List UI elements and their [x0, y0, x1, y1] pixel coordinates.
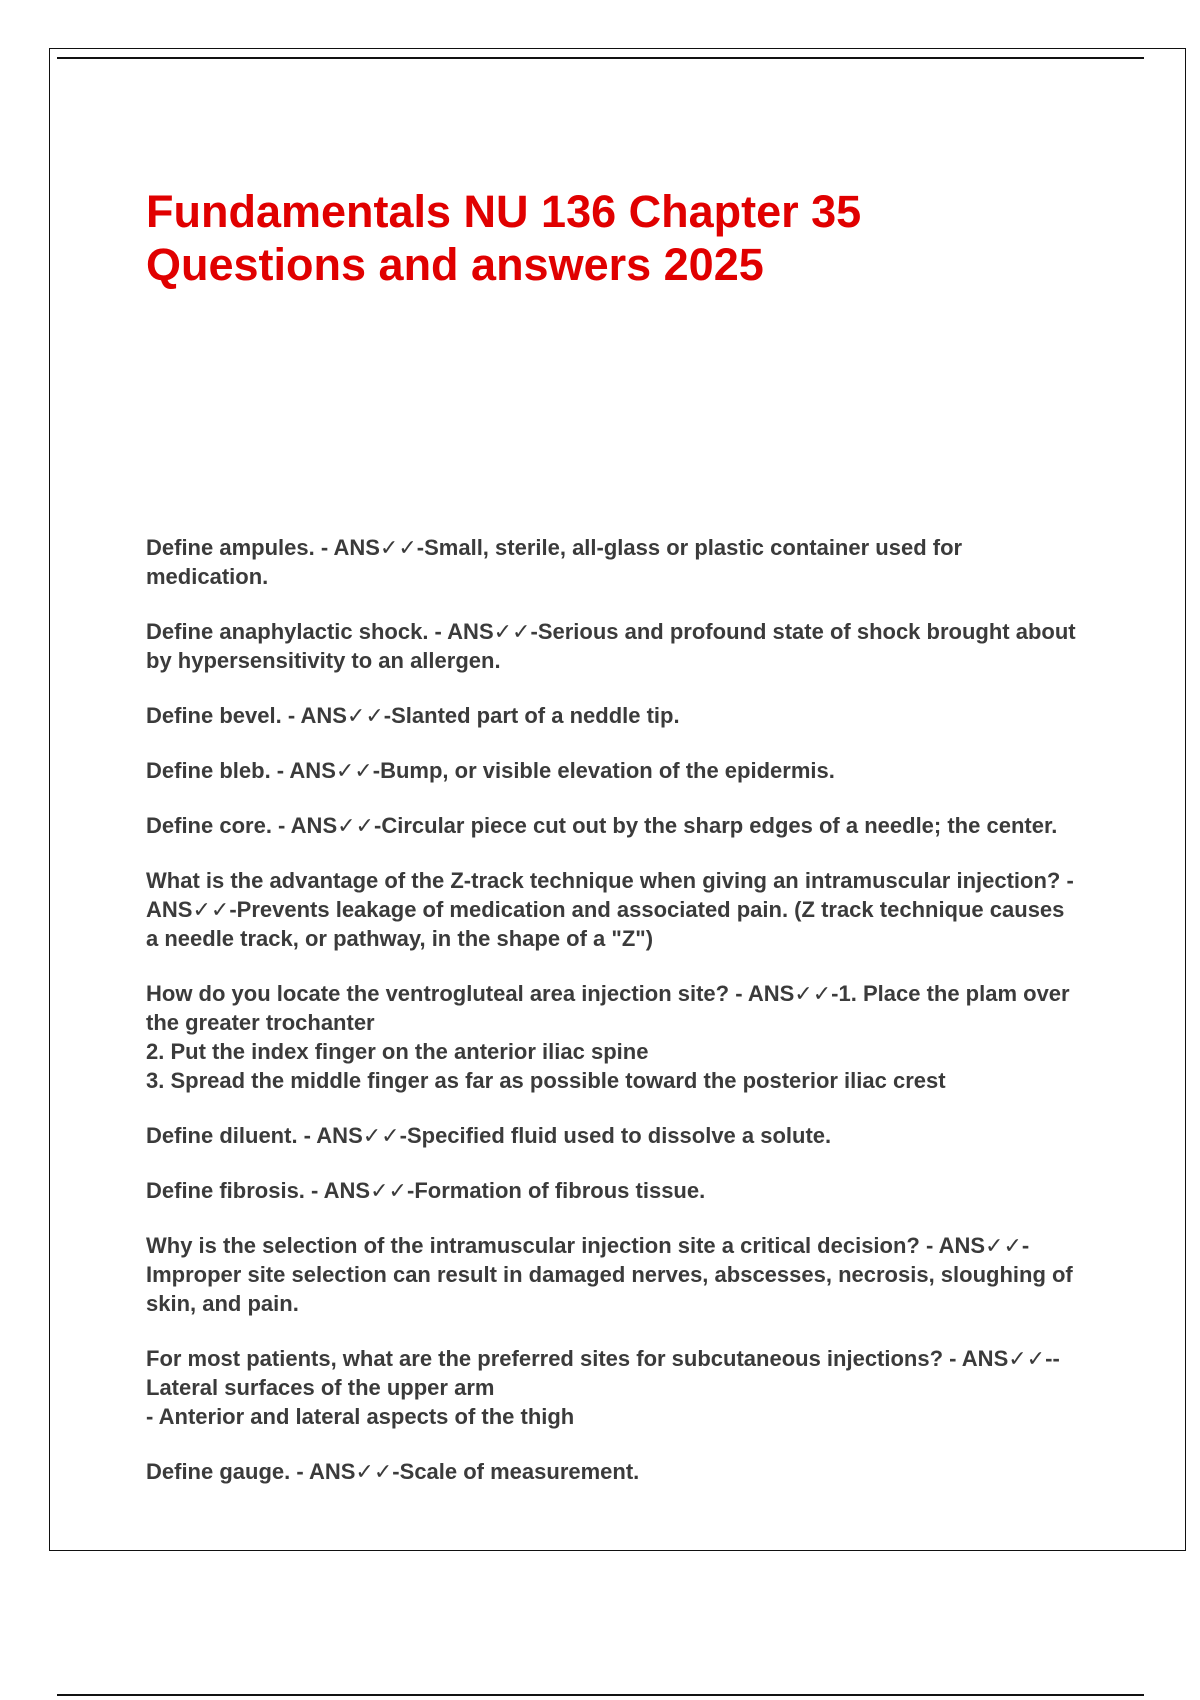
question-text: Define anaphylactic shock. - [146, 619, 448, 644]
document-title [146, 185, 1126, 291]
question-text: Define ampules. - [146, 535, 334, 560]
answer-marker: ANS✓✓- [146, 897, 237, 922]
qa-item-bevel [146, 701, 1081, 730]
answer-text: Small, sterile, all-glass or plastic container used for medication. [146, 535, 963, 589]
qa-item-gauge [146, 1457, 1081, 1486]
answer-marker: ANS✓✓- [300, 703, 392, 728]
qa-item-diluent [146, 1121, 1081, 1150]
answer-marker: ANS✓✓- [290, 813, 382, 838]
answer-text: - Lateral surfaces of the upper arm - Anterior and lateral aspects of the thigh [146, 1346, 1060, 1429]
question-text: For most patients, what are the preferred sites for subcutaneous injections? - [146, 1346, 962, 1371]
answer-text: 1. Place the plam over the greater trochanter 2. Put the index finger on the anterior iliac spine 3. Spread the middle finger as far as possible toward the posterior iliac crest [146, 981, 1070, 1093]
answer-marker: ANS✓✓- [316, 1123, 407, 1148]
answer-text: Circular piece cut out by the sharp edges of a needle; the center. [381, 813, 1058, 838]
answer-marker: ANS✓✓- [308, 1459, 400, 1484]
answer-text: Formation of fibrous tissue. [414, 1178, 706, 1203]
title-line-2: Questions and answers 2025 [146, 239, 764, 290]
answer-marker: ANS✓✓- [447, 619, 538, 644]
answer-marker: ANS✓✓- [289, 758, 381, 783]
qa-item-z-track [146, 866, 1081, 953]
qa-item-core [146, 811, 1081, 840]
answer-marker: ANS✓✓- [961, 1346, 1053, 1371]
question-text: Define bleb. - [146, 758, 290, 783]
question-text: Define diluent. - [146, 1123, 317, 1148]
answer-marker: ANS✓✓- [747, 981, 839, 1006]
qa-item-ventrogluteal [146, 979, 1081, 1095]
answer-marker: ANS✓✓- [938, 1233, 1030, 1258]
answer-text: Scale of measurement. [399, 1459, 640, 1484]
answer-marker: ANS✓✓- [323, 1178, 415, 1203]
answer-text: Improper site selection can result in damaged nerves, abscesses, necrosis, sloughing of skin, and pain. [146, 1262, 1073, 1316]
answer-text: Slanted part of a neddle tip. [391, 703, 680, 728]
answer-marker: ANS✓✓- [333, 535, 425, 560]
title-line-1: Fundamentals NU 136 Chapter 35 [146, 186, 862, 237]
qa-item-fibrosis [146, 1176, 1081, 1205]
question-text: Define bevel. - [146, 703, 301, 728]
question-text: Define core. - [146, 813, 291, 838]
qa-item-anaphylactic-shock [146, 617, 1081, 675]
answer-text: Bump, or visible elevation of the epidermis. [380, 758, 835, 783]
question-text: How do you locate the ventrogluteal area injection site? - [146, 981, 748, 1006]
top-rule [57, 57, 1144, 59]
answer-text: Prevents leakage of medication and associated pain. (Z track technique causes a needle track, or pathway, in the shape of a "Z") [146, 897, 1065, 951]
answer-text: Specified fluid used to dissolve a solute. [406, 1123, 832, 1148]
qa-item-ampules [146, 533, 1081, 591]
qa-list [146, 533, 1081, 1550]
answer-text: Serious and profound state of shock brought about by hypersensitivity to an allergen. [146, 619, 1076, 673]
question-text: Define gauge. - [146, 1459, 309, 1484]
question-text: Why is the selection of the intramuscular injection site a critical decision? - [146, 1233, 939, 1258]
qa-item-bleb [146, 756, 1081, 785]
bottom-rule [57, 1694, 1144, 1696]
qa-item-im-site-selection [146, 1231, 1081, 1318]
question-text: Define fibrosis. - [146, 1178, 324, 1203]
qa-item-subcutaneous-sites [146, 1344, 1081, 1431]
question-text: What is the advantage of the Z-track technique when giving an intramuscular injection? - [146, 868, 1074, 893]
